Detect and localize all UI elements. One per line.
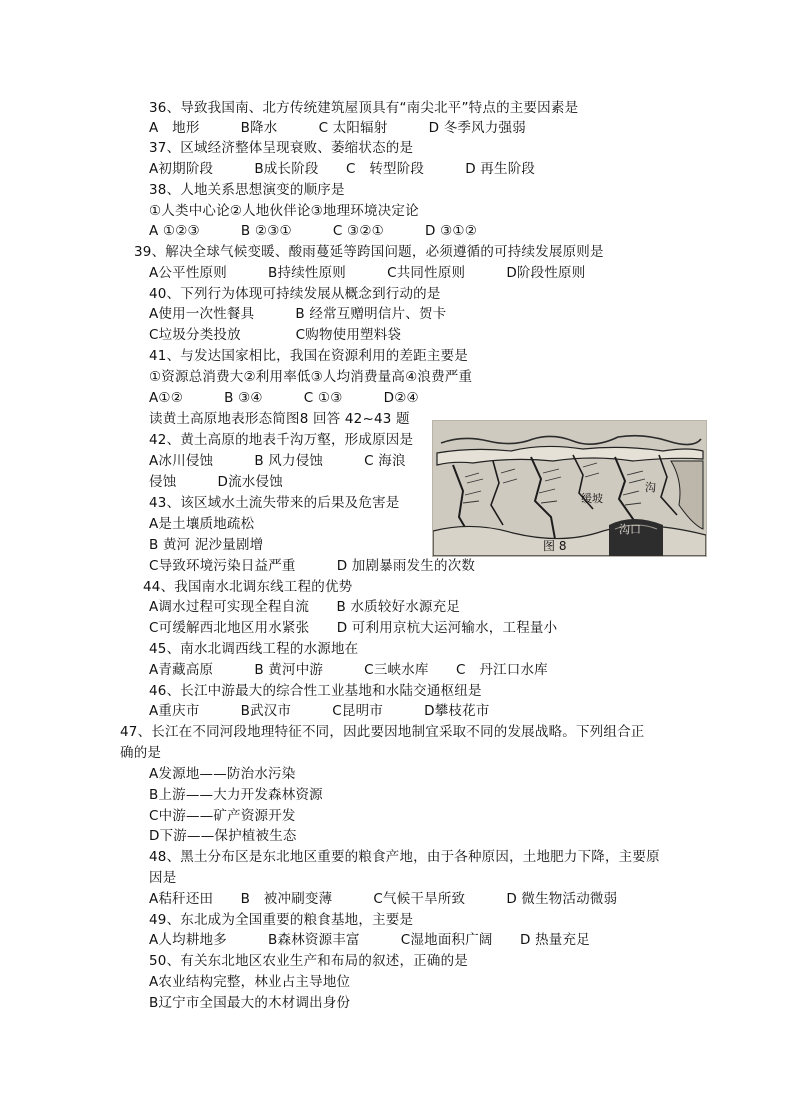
question-45-stem: 45、南水北调西线工程的水源地在 [149,641,359,657]
question-43-option-a: A是土壤质地疏松 [149,516,255,532]
question-38-stem: 38、人地关系思想演变的顺序是 [149,182,345,198]
figure-instruction: 读黄土高原地表形态简图8 回答 42~43 题 [149,411,410,427]
question-40-stem: 40、下列行为体现可持续发展从概念到行动的是 [149,286,441,302]
question-47-option-a: A发源地——防治水污染 [149,766,296,782]
question-40-options-ab: A使用一次性餐具 B 经常互赠明信片、贺卡 [149,306,447,322]
question-41-stem: 41、与发达国家相比，我国在资源利用的差距主要是 [149,348,468,364]
question-44-stem: 44、我国南水北调东线工程的优势 [143,579,353,595]
question-43-options-cd: C导致环境污染日益严重 D 加剧暴雨发生的次数 [149,558,476,574]
question-43-stem: 43、该区域水土流失带来的后果及危害是 [149,495,400,511]
question-39-options: A公平性原则 B持续性原则 C共同性原则 D阶段性原则 [149,265,586,281]
question-39-stem: 39、解决全球气候变暖、酸雨蔓延等跨国问题，必须遵循的可持续发展原则是 [134,244,604,260]
question-50-option-a: A农业结构完整，林业占主导地位 [149,974,351,990]
question-37-stem: 37、区域经济整体呈现衰败、萎缩状态的是 [149,140,414,156]
question-46-options: A重庆市 B武汉市 C昆明市 D攀枝花市 [149,703,490,719]
question-38-statements: ①人类中心论②人地伙伴论③地理环境决定论 [149,203,419,219]
question-48-stem-line1: 48、黑土分布区是东北地区重要的粮食产地，由于各种原因，土地肥力下降，主要原 [149,849,660,865]
question-47-option-b: B上游——大力开发森林资源 [149,787,323,803]
question-47-stem-line1: 47、长江在不同河段地理特征不同，因此要因地制宜采取不同的发展战略。下列组合正 [120,724,645,740]
question-44-options-cd: C可缓解西北地区用水紧张 D 可利用京杭大运河输水，工程量小 [149,620,558,636]
question-47-option-c: C中游——矿产资源开发 [149,808,296,824]
question-42-stem: 42、黄土高原的地表千沟万壑，形成原因是 [149,432,414,448]
figure-label-gully: 沟 [645,481,656,494]
loess-plateau-sketch [433,421,706,556]
question-44-options-ab: A调水过程可实现全程自流 B 水质较好水源充足 [149,599,461,615]
question-46-stem: 46、长江中游最大的综合性工业基地和水陆交通枢纽是 [149,683,482,699]
figure-label-gully-mouth: 沟口 [619,523,641,536]
question-47-option-d: D下游——保护植被生态 [149,828,297,844]
question-42-options-line2: 侵蚀 D流水侵蚀 [149,474,283,490]
figure-label-gentle-slope: 缓坡 [581,492,603,505]
question-50-stem: 50、有关东北地区农业生产和布局的叙述，正确的是 [149,953,468,969]
question-41-options: A①② B ③④ C ①③ D②④ [149,390,419,406]
question-47-stem-line2: 确的是 [120,745,162,761]
question-49-stem: 49、东北成为全国重要的粮食基地，主要是 [149,912,414,928]
question-36-stem: 36、导致我国南、北方传统建筑屋顶具有“南尖北平”特点的主要因素是 [149,100,579,116]
loess-plateau-figure [432,420,707,557]
question-41-statements: ①资源总消费大②利用率低③人均消费量高④浪费严重 [149,369,473,385]
question-48-stem-line2: 因是 [149,870,177,886]
question-49-options: A人均耕地多 B森林资源丰富 C湿地面积广阔 D 热量充足 [149,932,590,948]
question-50-option-b: B辽宁市全国最大的木材调出身份 [149,995,351,1011]
question-37-options: A初期阶段 B成长阶段 C 转型阶段 D 再生阶段 [149,161,536,177]
question-38-options: A ①②③ B ②③① C ③②① D ③①② [149,223,478,239]
question-45-options: A青藏高原 B 黄河中游 C三峡水库 C 丹江口水库 [149,662,548,678]
question-42-options-line1: A冰川侵蚀 B 风力侵蚀 C 海浪 [149,453,406,469]
question-48-options: A秸秆还田 B 被冲刷变薄 C气候干旱所致 D 微生物活动微弱 [149,891,618,907]
figure-caption: 图 8 [543,539,567,553]
question-36-options: A 地形 B降水 C 太阳辐射 D 冬季风力强弱 [149,120,526,136]
question-40-options-cd: C垃圾分类投放 C购物使用塑料袋 [149,327,402,343]
question-43-option-b: B 黄河 泥沙量剧增 [149,537,264,553]
